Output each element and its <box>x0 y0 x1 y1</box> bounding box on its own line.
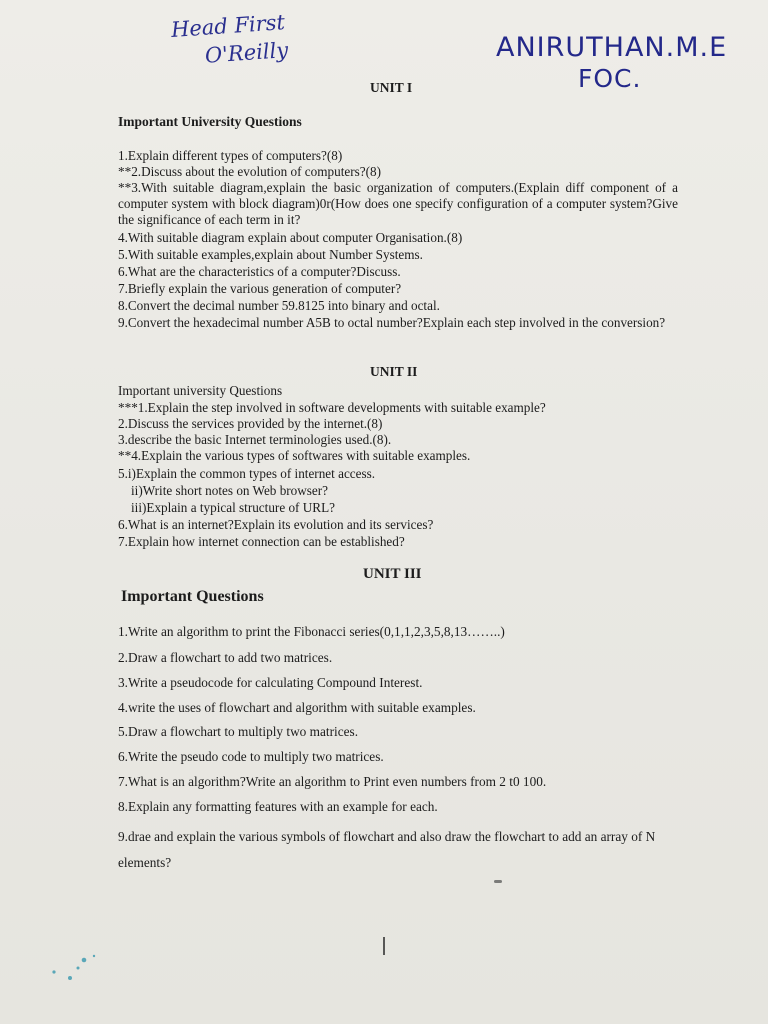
ink-spots <box>50 950 110 990</box>
handwritten-book-note <box>170 8 289 73</box>
unit3-question: 9.drae and explain the various symbols of flowchart and also draw the flowchart to add an array of N elements? <box>118 829 656 870</box>
unit3-question: 8.Explain any formatting features with an example for each. <box>118 799 438 814</box>
unit2-title: UNIT II <box>370 364 418 379</box>
unit3-question: 7.What is an algorithm?Write an algorithm to Print even numbers from 2 t0 100. <box>118 774 547 789</box>
unit1-question: 9.Convert the hexadecimal number A5B to octal number?Explain each step involved in the conversion? <box>118 315 666 330</box>
unit3-title: UNIT III <box>363 566 422 582</box>
unit3-question: 6.Write the pseudo code to multiply two matrices. <box>118 749 384 764</box>
unit1-question: 6.What are the characteristics of a computer?Discuss. <box>118 264 401 279</box>
unit1-question: **2.Discuss about the evolution of computers?(8) <box>118 164 381 179</box>
unit2-subquestion: ii)Write short notes on Web browser? <box>131 483 329 498</box>
scan-speck <box>494 880 502 883</box>
unit1-question: 7.Briefly explain the various generation of computer? <box>118 281 402 296</box>
unit1-heading: Important University Questions <box>118 114 302 129</box>
unit3-question: 2.Draw a flowchart to add two matrices. <box>118 650 333 665</box>
unit2-question: 6.What is an internet?Explain its evolution and its services? <box>118 517 434 532</box>
unit2-question: 7.Explain how internet connection can be established? <box>118 534 405 549</box>
unit3-question: 3.Write a pseudocode for calculating Compound Interest. <box>118 675 423 690</box>
unit1-question: 4.With suitable diagram explain about computer Organisation.(8) <box>118 230 463 245</box>
unit2-question: **4.Explain the various types of softwares with suitable examples. <box>118 448 471 463</box>
unit2-question: ***1.Explain the step involved in software developments with suitable example? <box>118 400 546 415</box>
ink-spots-icon <box>50 950 110 990</box>
unit1-title: UNIT I <box>370 80 413 95</box>
unit3-question: 1.Write an algorithm to print the Fibonacci series(0,1,1,2,3,5,8,13……..) <box>118 624 505 639</box>
unit1-question: 1.Explain different types of computers?(8) <box>118 148 343 163</box>
handwritten-note-line2: O'Reilly <box>204 38 289 69</box>
unit3-question: 5.Draw a flowchart to multiply two matrices. <box>118 724 359 739</box>
unit1-question: **3.With suitable diagram,explain the basic organization of computers.(Explain diff component of a computer system with block diagram)0r(How does one specify configuration of a computer system?Give the significance of each term in it? <box>118 180 678 227</box>
handwritten-note-line1: Head First <box>170 10 286 43</box>
unit2-subquestion: iii)Explain a typical structure of URL? <box>131 500 335 515</box>
unit2-question: 2.Discuss the services provided by the internet.(8) <box>118 416 383 431</box>
unit3-question: 4.write the uses of flowchart and algorithm with suitable examples. <box>118 700 476 715</box>
unit1-question: 8.Convert the decimal number 59.8125 into binary and octal. <box>118 298 440 313</box>
unit2-heading: Important university Questions <box>118 383 283 398</box>
unit1-question: 5.With suitable examples,explain about Number Systems. <box>118 247 423 262</box>
unit2-question: 3.describe the basic Internet terminologies used.(8). <box>118 432 392 447</box>
handwritten-name-line1: ANIRUTHAN.M.E <box>496 32 728 63</box>
scan-mark <box>383 937 385 955</box>
handwritten-student-name <box>496 32 727 94</box>
handwritten-name-line2: FOC. <box>578 64 642 94</box>
unit3-heading: Important Questions <box>121 588 264 605</box>
unit2-question: 5.i)Explain the common types of internet access. <box>118 466 376 481</box>
